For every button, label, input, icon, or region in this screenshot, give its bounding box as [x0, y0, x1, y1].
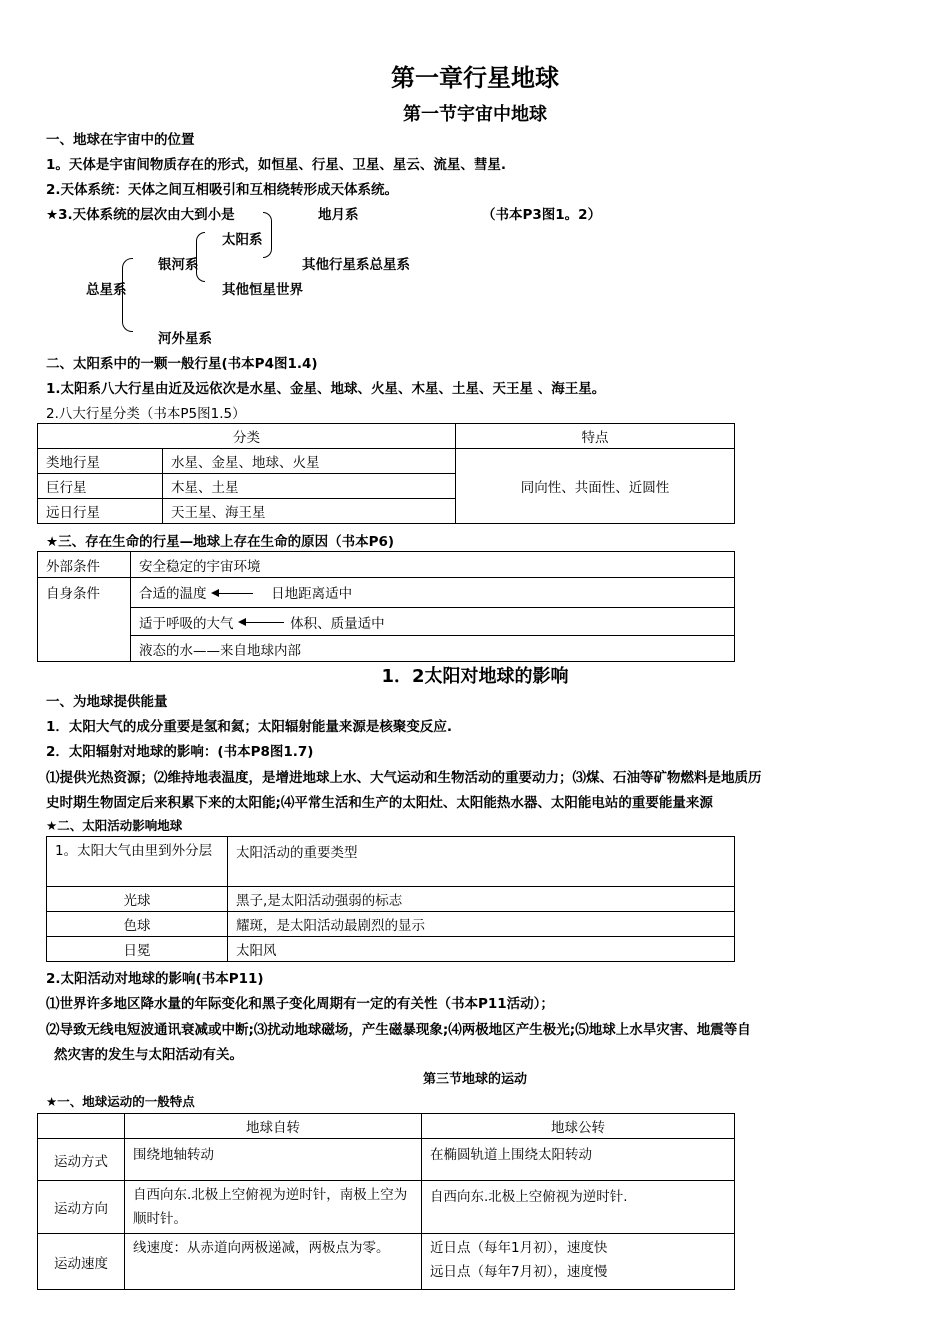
table-cell: 类地行星 — [38, 449, 163, 474]
section-title: 第一节宇宙中地球 — [403, 104, 547, 125]
paragraph: 1.太阳系八大行星由近及远依次是水星、金星、地球、火星、木星、土星、天王星 、海王星。 — [46, 381, 606, 397]
table-cell: 光球 — [47, 887, 228, 912]
table-cell: 天王星、海王星 — [163, 499, 456, 524]
table-cell: 远日行星 — [38, 499, 163, 524]
paragraph: 1。天体是宇宙间物质存在的形式，如恒星、行星、卫星、星云、流星、彗星. — [46, 157, 507, 173]
table-cell: 合适的温度 — [139, 586, 207, 602]
paragraph: ⑵导致无线电短波通讯衰减或中断;⑶扰动地球磁场，产生磁暴现象;⑷两极地区产生极光;⑸地球上水旱灾害、地震等自 — [46, 1022, 751, 1038]
heading: 一、地球在宇宙中的位置 — [46, 132, 195, 148]
table-cell: 自西向东.北极上空俯视为逆时针，南极上空为顺时针。 — [125, 1181, 422, 1234]
solar-activity-table — [46, 836, 735, 962]
page-title: 第一章行星地球 — [391, 64, 559, 92]
table-cell: 木星、土星 — [163, 474, 456, 499]
tree-extragalactic: 河外星系 — [158, 331, 212, 347]
tree-other-stars: 其他恒星世界 — [222, 282, 303, 298]
table-cell: 线速度：从赤道向两极递减，两极点为零。 — [125, 1234, 422, 1290]
table-cell: 运动方向 — [38, 1181, 125, 1234]
paragraph: 2．太阳辐射对地球的影响：(书本P8图1.7) — [46, 744, 314, 760]
tree-brace — [263, 212, 272, 258]
tree-earth-moon: 地月系 — [318, 207, 359, 223]
table-cell: 围绕地轴转动 — [125, 1139, 422, 1181]
table-cell: 近日点（每年1月初），速度快 — [430, 1240, 608, 1256]
table-cell: 适于呼吸的大气 — [139, 615, 234, 632]
paragraph: 1．太阳大气的成分重要是氢和氦；太阳辐射能量来源是核聚变反应. — [46, 719, 453, 735]
tree-other-planets: 其他行星系总星系 — [302, 257, 410, 273]
heading: 二、太阳系中的一颗一般行星(书本P4图1.4) — [46, 356, 318, 372]
header-revolution: 地球公转 — [422, 1114, 735, 1139]
table-cell: 巨行星 — [38, 474, 163, 499]
table-cell: 运动方式 — [38, 1139, 125, 1181]
table-cell: 1。太阳大气由里到外分层 — [47, 837, 228, 887]
table-cell: 日地距离适中 — [271, 586, 353, 602]
table-cell: 远日点（每年7月初），速度慢 — [430, 1264, 608, 1280]
paragraph: 2.太阳活动对地球的影响(书本P11) — [46, 971, 264, 987]
table-cell: 体积、质量适中 — [290, 615, 385, 632]
heading: 一、为地球提供能量 — [46, 694, 168, 710]
planet-table — [37, 423, 735, 524]
paragraph-ref: （书本P3图1。2） — [482, 207, 602, 223]
heading: ★二、太阳活动影响地球 — [46, 818, 183, 833]
heading: ★一、地球运动的一般特点 — [46, 1094, 195, 1109]
header-rotation: 地球自转 — [125, 1114, 422, 1139]
tree-total: 总星系 — [86, 282, 127, 298]
table-cell: 自身条件 — [38, 578, 131, 662]
paragraph: 然灾害的发生与太阳活动有关。 — [54, 1047, 243, 1063]
table-cell: 同向性、共面性、近圆性 — [456, 449, 735, 524]
table-cell: 安全稳定的宇宙环境 — [131, 552, 735, 578]
paragraph: ⑴世界许多地区降水量的年际变化和黑子变化周期有一定的有关性（书本P11活动）； — [46, 996, 554, 1012]
table-cell: 太阳风 — [228, 937, 735, 962]
table-cell: 水星、金星、地球、火星 — [163, 449, 456, 474]
table-cell: 日冕 — [47, 937, 228, 962]
paragraph: 史时期生物固定后来积累下来的太阳能;⑷平常生活和生产的太阳灶、太阳能热水器、太阳能电站的重要能量来源 — [46, 795, 713, 811]
tree-milky: 银河系 — [158, 257, 199, 273]
life-table — [37, 551, 735, 662]
paragraph: ⑴提供光热资源；⑵维持地表温度，是增进地球上水、大气运动和生物活动的重要动力；⑶煤、石油等矿物燃料是地质历 — [46, 770, 762, 786]
header-feature: 特点 — [456, 424, 735, 449]
tree-solar: 太阳系 — [222, 232, 263, 248]
section-title: 1．2太阳对地球的影响 — [381, 666, 569, 687]
paragraph: 2.天体系统：天体之间互相吸引和互相绕转形成天体系统。 — [46, 182, 399, 198]
header-class: 分类 — [38, 424, 456, 449]
paragraph: ★3.天体系统的层次由大到小是 — [46, 207, 235, 223]
earth-motion-table — [37, 1113, 735, 1290]
arrow-left-icon — [240, 622, 284, 623]
table-cell: 外部条件 — [38, 552, 131, 578]
table-cell: 运动速度 — [38, 1234, 125, 1290]
table-cell: 在椭圆轨道上围绕太阳转动 — [422, 1139, 735, 1181]
table-cell: 液态的水——来自地球内部 — [131, 636, 735, 662]
arrow-left-icon — [213, 593, 253, 594]
heading: ★三、存在生命的行星—地球上存在生命的原因（书本P6) — [46, 534, 395, 550]
table-cell: 耀斑，是太阳活动最剧烈的显示 — [228, 912, 735, 937]
paragraph: 2.八大行星分类（书本P5图1.5） — [46, 406, 246, 422]
table-cell: 自西向东.北极上空俯视为逆时针. — [422, 1181, 735, 1234]
table-cell: 色球 — [47, 912, 228, 937]
table-cell: 太阳活动的重要类型 — [228, 837, 735, 887]
section-title: 第三节地球的运动 — [422, 1072, 527, 1087]
table-cell: 黑子,是太阳活动强弱的标志 — [228, 887, 735, 912]
